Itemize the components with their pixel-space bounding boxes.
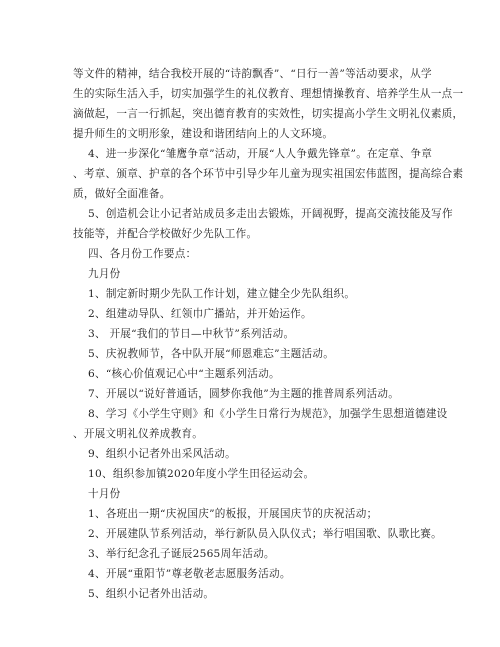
paragraph-4-line-3: 质，做好全面准备。 — [73, 188, 171, 200]
month-heading-september: 九月份 — [88, 268, 121, 280]
september-item-5: 5、庆祝教师节，各中队开展“师恩难忘”主题活动。 — [88, 348, 335, 360]
october-item-5: 5、组织小记者外出活动。 — [88, 588, 215, 600]
section-heading-monthly-points: 四、各月份工作要点： — [88, 248, 197, 260]
month-heading-october: 十月份 — [88, 488, 121, 500]
september-item-9: 9、组织小记者外出采风活动。 — [88, 448, 236, 460]
october-item-1: 1、各班出一期“庆祝国庆”的板报，开展国庆节的庆祝活动； — [88, 508, 378, 520]
september-item-8-line-1: 8、学习《小学生守则》和《小学生日常行为规范》，加强学生思想道德建设 — [88, 408, 448, 420]
paragraph-4-line-1: 4、进一步深化“雏鹰争章”活动，开展“人人争戴先锋章”。在定章、争章 — [88, 148, 433, 160]
september-item-2: 2、组建动导队、红领巾广播站，并开始运作。 — [88, 308, 312, 320]
paragraph-3-line-3: 滴做起，一言一行抓起，突出德育教育的实效性，切实提高小学生文明礼仪素质， — [73, 108, 464, 120]
paragraph-3-line-4: 提升师生的文明形象，建设和谐团结向上的人文环境。 — [73, 128, 334, 140]
september-item-6: 6、“核心价值观记心中“主题系列活动。 — [88, 368, 280, 380]
paragraph-3-line-1: 等文件的精神，结合我校开展的“诗韵飘香”、“日行一善”等活动要求，从学 — [73, 68, 432, 80]
september-item-8-line-2: 、开展文明礼仪养成教育。 — [73, 428, 204, 440]
paragraph-5-line-1: 5、创造机会让小记者站成员多走出去锻炼，开阔视野，提高交流技能及写作 — [88, 208, 453, 220]
paragraph-5-line-2: 技能等，并配合学校做好少先队工作。 — [73, 228, 258, 240]
paragraph-4-line-2: 、考章、颁章、护章的各个环节中引导少年儿童为现实祖国宏伟蓝图，提高综合素 — [73, 168, 464, 180]
paragraph-3-line-2: 生的实际生活入手，切实加强学生的礼仪教育、理想情操教育、培养学生从一点一 — [73, 88, 464, 100]
september-item-7: 7、开展以“说好普通话，圆梦你我他”为主题的推普周系列活动。 — [88, 388, 400, 400]
september-item-1: 1、制定新时期少先队工作计划，建立健全少先队组织。 — [88, 288, 356, 300]
september-item-10: 10、组织参加镇2020年度小学生田径运动会。 — [88, 468, 315, 480]
october-item-2: 2、开展建队节系列活动，举行新队员入队仪式；举行唱国歌、队歌比赛。 — [88, 528, 442, 540]
october-item-3: 3、举行纪念孔子诞辰2565周年活动。 — [88, 548, 275, 560]
september-item-3: 3、 开展“我们的节日—中秋节”系列活动。 — [88, 328, 295, 340]
october-item-4: 4、开展“重阳节”尊老敬老志愿服务活动。 — [88, 568, 291, 580]
